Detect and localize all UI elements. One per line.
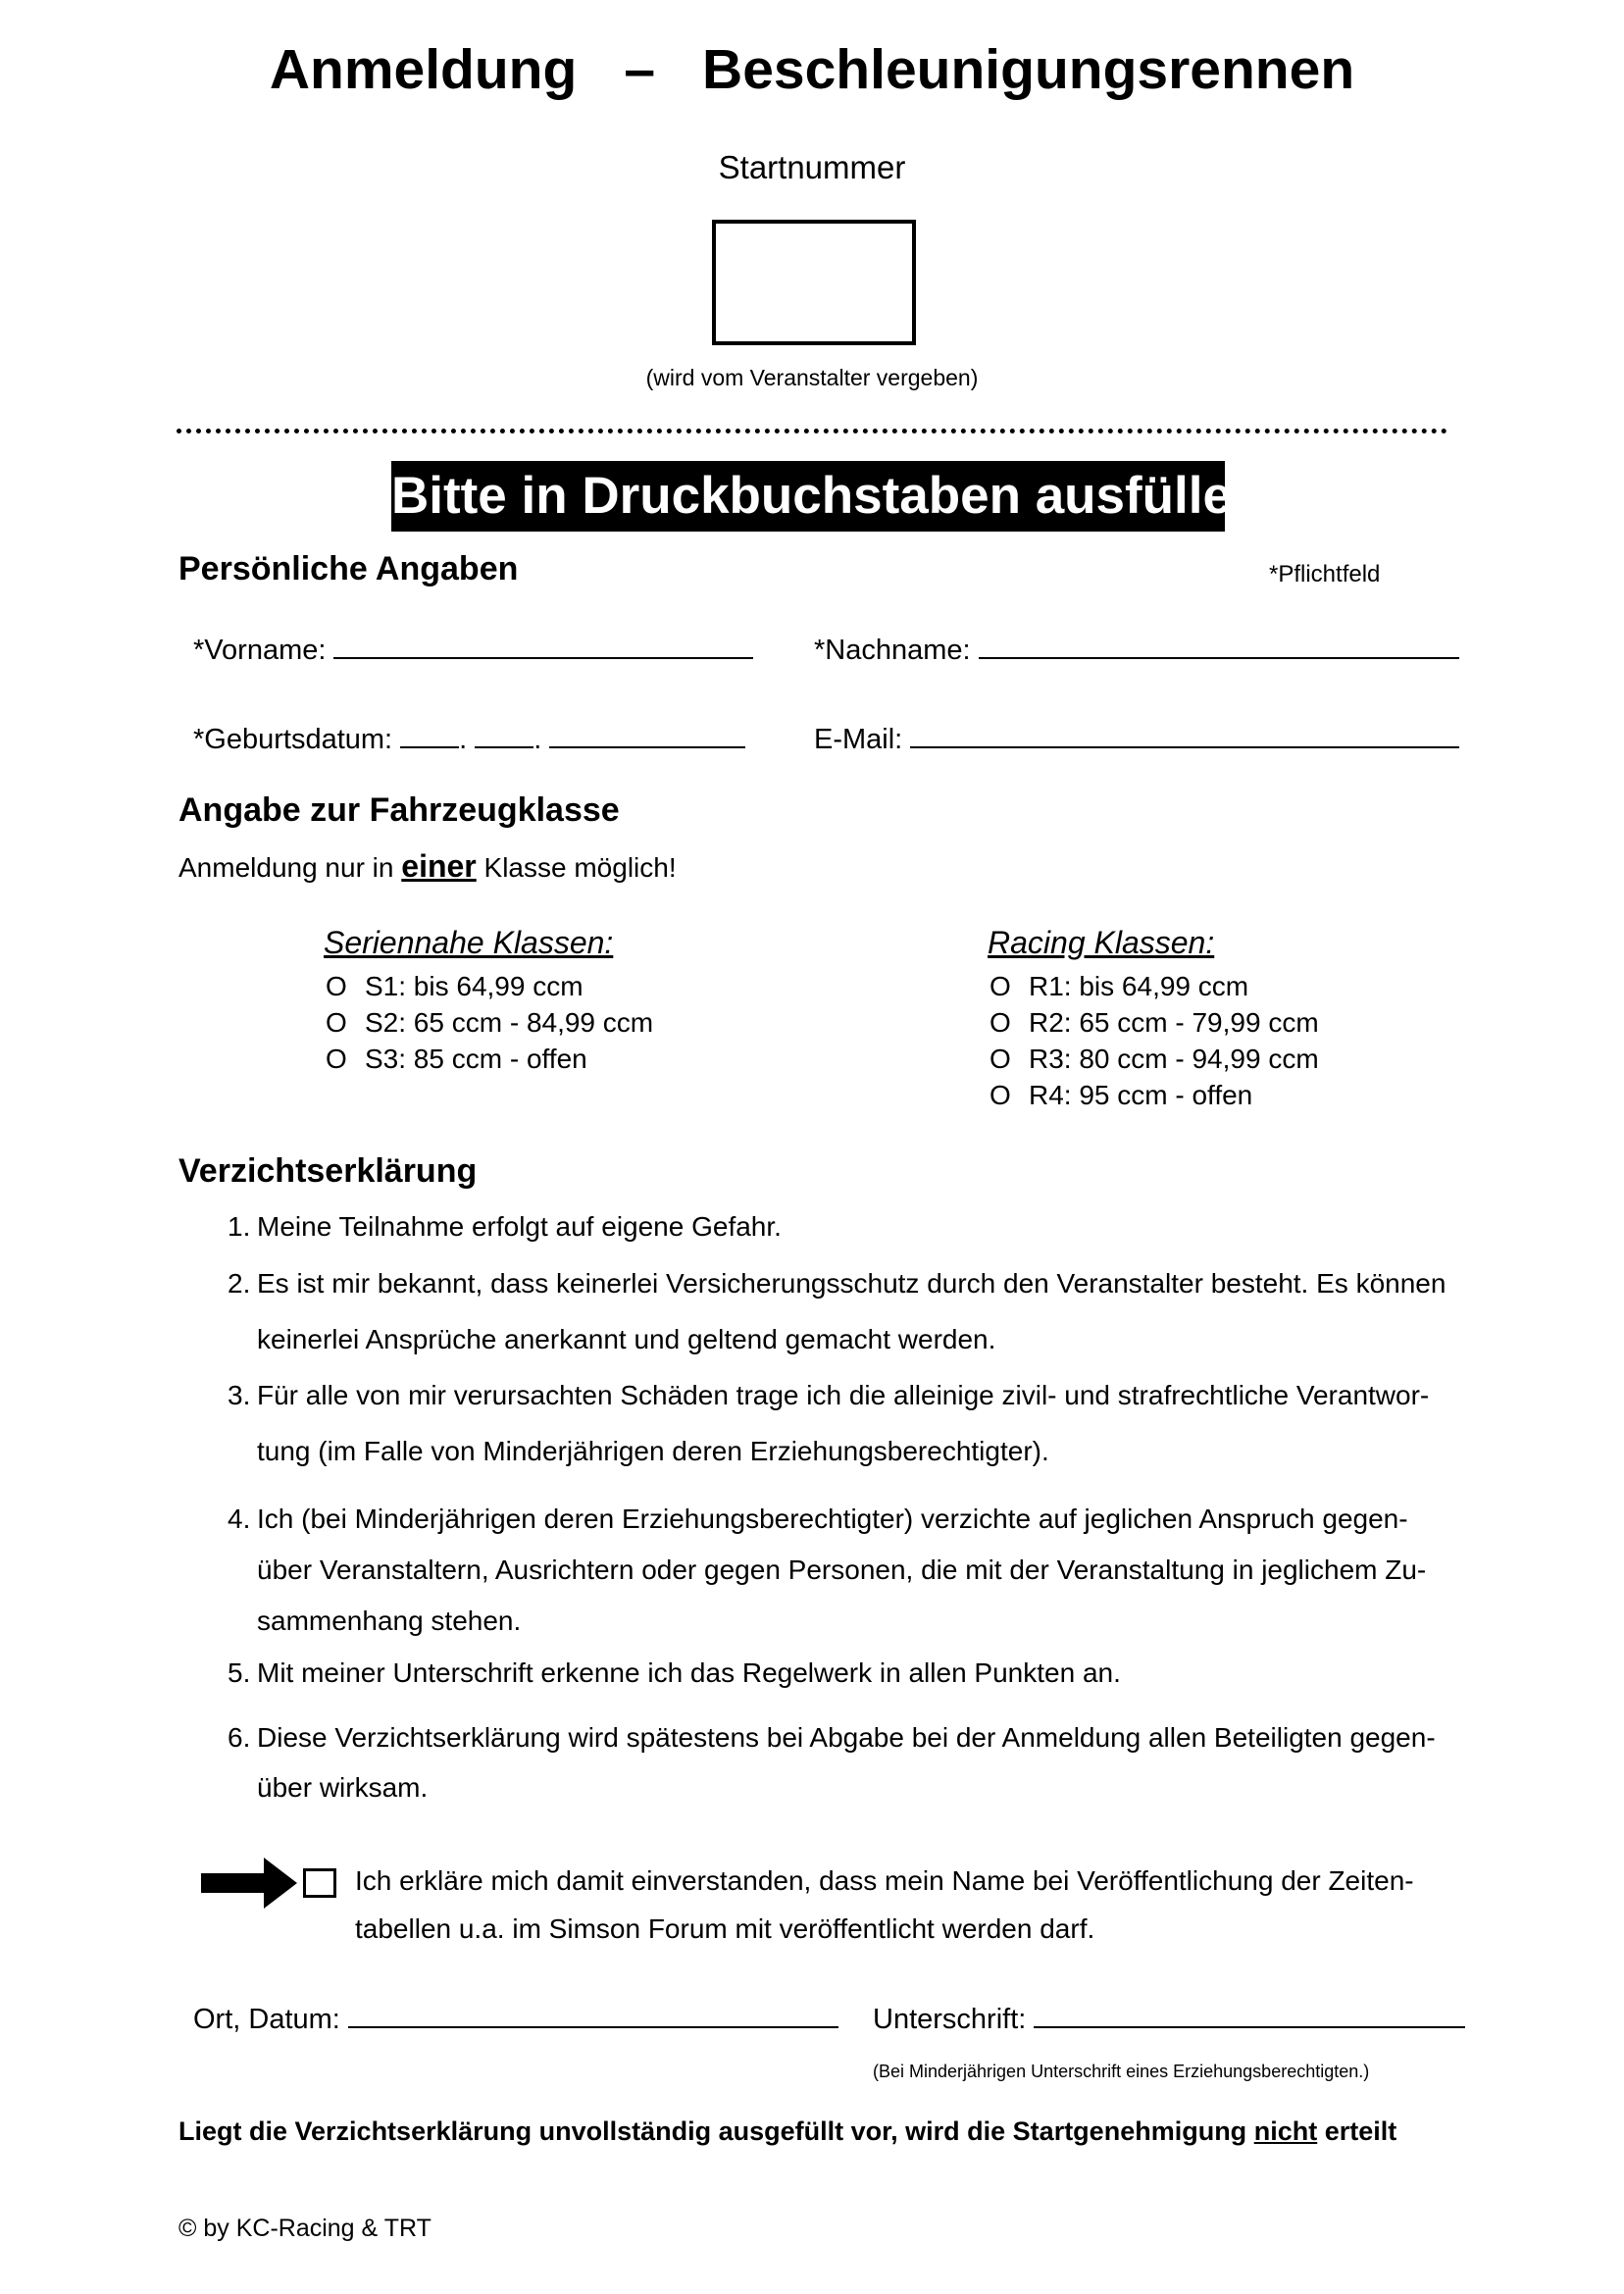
dotted-divider — [177, 429, 1447, 433]
startnummer-box — [712, 220, 916, 345]
series-option[interactable] — [326, 1044, 587, 1075]
personal-heading: Persönliche Angaben — [178, 550, 519, 587]
email-field[interactable] — [910, 721, 1459, 748]
vorname-field[interactable] — [333, 632, 753, 659]
series-radio-2[interactable]: O — [326, 1007, 347, 1038]
waiver-item-text: Ich (bei Minderjährigen deren Erziehungsberechtigter) verzichte auf jeglichen Anspruch gegen- — [257, 1504, 1408, 1534]
nachname-row — [814, 632, 1459, 667]
minor-signature-note: (Bei Minderjährigen Unterschrift eines Erziehungsberechtigten.) — [873, 2062, 1370, 2081]
racing-radio-1[interactable]: O — [990, 971, 1011, 1001]
racing-option-label-3: R3: 80 ccm - 94,99 ccm — [1029, 1044, 1319, 1074]
racing-option[interactable] — [990, 971, 1248, 1002]
vehicle-note — [178, 848, 677, 885]
racing-option-label-4: R4: 95 ccm - offen — [1029, 1080, 1253, 1110]
waiver-item-4 — [228, 1504, 1408, 1535]
ort-datum-field[interactable] — [348, 2001, 838, 2028]
racing-option[interactable] — [990, 1080, 1252, 1111]
waiver-item-text: Für alle von mir verursachten Schäden trage ich die alleinige zivil- und strafrechtliche Verantwor- — [257, 1380, 1430, 1410]
waiver-item-3-cont: tung (im Falle von Minderjährigen deren Erziehungsberechtigter). — [257, 1436, 1049, 1466]
geburtsdatum-row — [193, 721, 745, 756]
waiver-item-2 — [228, 1268, 1446, 1300]
series-option[interactable] — [326, 1007, 653, 1039]
series-classes-heading: Seriennahe Klassen: — [324, 925, 614, 960]
required-note: *Pflichtfeld — [1269, 561, 1381, 587]
warning-after: erteilt — [1324, 2116, 1397, 2146]
waiver-item-5 — [228, 1657, 1121, 1689]
birth-month-field[interactable] — [475, 721, 533, 748]
waiver-item-text: Diese Verzichtserklärung wird spätestens bei Abgabe bei der Anmeldung allen Beteiligten gegen- — [257, 1722, 1436, 1753]
waiver-item-number: 5. — [228, 1657, 251, 1688]
waiver-item-1 — [228, 1211, 782, 1243]
racing-option-label-2: R2: 65 ccm - 79,99 ccm — [1029, 1007, 1319, 1038]
nachname-label: *Nachname: — [814, 635, 971, 666]
series-option[interactable] — [326, 971, 584, 1002]
page-title — [0, 37, 1624, 102]
racing-option[interactable] — [990, 1044, 1319, 1075]
waiver-item-number: 6. — [228, 1722, 251, 1753]
waiver-item-2-cont: keinerlei Ansprüche anerkannt und geltend gemacht werden. — [257, 1324, 996, 1354]
unterschrift-row — [873, 2001, 1465, 2036]
title-left: Anmeldung — [269, 38, 578, 101]
consent-checkbox[interactable] — [303, 1868, 336, 1898]
racing-classes-heading: Racing Klassen: — [988, 925, 1215, 960]
vehicle-note-before: Anmeldung nur in — [178, 852, 394, 883]
series-option-label-1: S1: bis 64,99 ccm — [365, 971, 584, 1001]
date-sep-2: . — [533, 724, 542, 755]
consent-line-1: Ich erkläre mich damit einverstanden, dass mein Name bei Veröffentlichung der Zeiten- — [355, 1865, 1414, 1896]
racing-option-label-1: R1: bis 64,99 ccm — [1029, 971, 1249, 1001]
waiver-item-number: 3. — [228, 1380, 251, 1410]
print-letters-banner: Bitte in Druckbuchstaben ausfüllen! — [391, 461, 1225, 532]
racing-radio-2[interactable]: O — [990, 1007, 1011, 1038]
startnummer-label: Startnummer — [718, 149, 906, 185]
waiver-item-text: Mit meiner Unterschrift erkenne ich das Regelwerk in allen Punkten an. — [257, 1657, 1121, 1688]
title-dash: – — [624, 38, 656, 101]
waiver-item-text: Es ist mir bekannt, dass keinerlei Versicherungsschutz durch den Veranstalter besteht. Es können — [257, 1268, 1446, 1299]
ort-datum-row — [193, 2001, 838, 2036]
email-row — [814, 721, 1459, 756]
series-option-label-2: S2: 65 ccm - 84,99 ccm — [365, 1007, 654, 1038]
unterschrift-field[interactable] — [1034, 2001, 1465, 2028]
title-right: Beschleunigungsrennen — [702, 38, 1355, 101]
birth-day-field[interactable] — [400, 721, 459, 748]
vehicle-note-emph: einer — [401, 848, 477, 884]
startnummer-note: (wird vom Veranstalter vergeben) — [645, 365, 979, 390]
racing-option[interactable] — [990, 1007, 1319, 1039]
racing-radio-3[interactable]: O — [990, 1044, 1011, 1074]
waiver-item-6 — [228, 1722, 1436, 1754]
vorname-row — [193, 632, 753, 667]
unterschrift-label: Unterschrift: — [873, 2004, 1027, 2035]
waiver-item-number: 2. — [228, 1268, 251, 1299]
warning-emph: nicht — [1253, 2116, 1318, 2146]
warning-before: Liegt die Verzichtserklärung unvollständig ausgefüllt vor, wird die Startgenehmigung — [178, 2116, 1247, 2146]
waiver-item-3 — [228, 1380, 1429, 1411]
ort-datum-label: Ort, Datum: — [193, 2004, 340, 2035]
copyright: © by KC-Racing & TRT — [178, 2215, 431, 2242]
waiver-item-text: Meine Teilnahme erfolgt auf eigene Gefahr. — [257, 1211, 782, 1242]
arrow-right-icon — [201, 1856, 299, 1911]
vehicle-heading: Angabe zur Fahrzeugklasse — [178, 791, 620, 829]
nachname-field[interactable] — [979, 632, 1459, 659]
waiver-item-number: 1. — [228, 1211, 251, 1242]
waiver-item-4-cont-1: über Veranstaltern, Ausrichtern oder gegen Personen, die mit der Veranstaltung in jeglichem Zu- — [257, 1555, 1427, 1585]
waiver-item-number: 4. — [228, 1504, 251, 1534]
birth-year-field[interactable] — [549, 721, 745, 748]
series-radio-1[interactable]: O — [326, 971, 347, 1001]
waiver-item-4-cont-2: sammenhang stehen. — [257, 1606, 522, 1636]
incomplete-warning — [178, 2116, 1396, 2147]
email-label: E-Mail: — [814, 724, 903, 755]
date-sep-1: . — [459, 724, 468, 755]
waiver-item-6-cont: über wirksam. — [257, 1772, 429, 1803]
geburtsdatum-label: *Geburtsdatum: — [193, 724, 393, 755]
waiver-heading: Verzichtserklärung — [178, 1152, 478, 1190]
vorname-label: *Vorname: — [193, 635, 327, 666]
racing-radio-4[interactable]: O — [990, 1080, 1011, 1110]
consent-line-2: tabellen u.a. im Simson Forum mit veröffentlicht werden darf. — [355, 1913, 1095, 1944]
series-option-label-3: S3: 85 ccm - offen — [365, 1044, 587, 1074]
vehicle-note-after: Klasse möglich! — [483, 852, 677, 883]
series-radio-3[interactable]: O — [326, 1044, 347, 1074]
